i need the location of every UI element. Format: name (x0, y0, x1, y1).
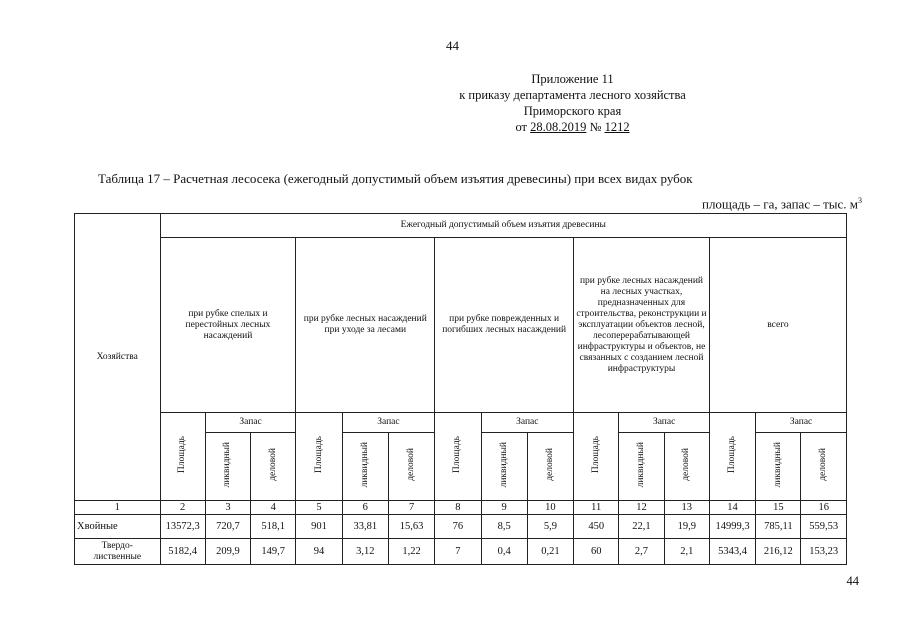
header-main: Ежегодный допустимый объем изъятия древесины (160, 214, 846, 238)
appendix-line1: Приложение 11 (531, 72, 614, 86)
col-number: 3 (205, 501, 250, 515)
table-cell: 450 (574, 515, 619, 539)
col-number: 11 (574, 501, 619, 515)
appendix-number-prefix: № (586, 120, 605, 134)
col-number: 12 (619, 501, 664, 515)
appendix-date-prefix: от (515, 120, 531, 134)
table-cell: 0,4 (481, 539, 527, 565)
table-cell: 76 (435, 515, 481, 539)
appendix-number: 1212 (604, 120, 630, 134)
col-number: 16 (801, 501, 847, 515)
table-cell: 15,63 (388, 515, 434, 539)
header-business-3: деловой (527, 433, 573, 501)
table-row (75, 515, 847, 539)
header-area-2: Площадь (296, 413, 342, 501)
appendix-date: 28.08.2019 (530, 120, 587, 134)
table-cell: 2,1 (664, 539, 709, 565)
header-area-4: Площадь (574, 413, 619, 501)
table-cell: 7 (435, 539, 481, 565)
header-group-damaged: при рубке поврежденных и погибших лесных насаждений (435, 238, 574, 413)
header-business-4: деловой (664, 433, 709, 501)
table-cell: 720,7 (205, 515, 250, 539)
col-number: 14 (709, 501, 755, 515)
appendix-line4 (420, 119, 725, 135)
header-liquid-5: ликвидный (756, 433, 801, 501)
table-cell: 8,5 (481, 515, 527, 539)
units-text: площадь – га, запас – тыс. м (701, 196, 858, 212)
header-business-2: деловой (388, 433, 434, 501)
table-cell: 5343,4 (709, 539, 755, 565)
page-number-top: 44 (446, 38, 459, 53)
row-name-hardwood: Твердо- лиственные (75, 539, 161, 565)
col-number: 7 (388, 501, 434, 515)
table-cell: 559,53 (801, 515, 847, 539)
header-group-care: при рубке лесных насаждений при уходе за лесами (296, 238, 435, 413)
appendix-block (420, 71, 725, 135)
header-group-construction: при рубке лесных насаждений на лесных участках, предназначенных для строительства, реконструкции и эксплуатации объектов лесной, лесоперерабатывающей инфраструктуры и объектов, не связанных с созданием лесной инфраструктуры (574, 238, 710, 413)
table-cell: 209,9 (205, 539, 250, 565)
header-business-1: деловой (251, 433, 296, 501)
header-liquid-3: ликвидный (481, 433, 527, 501)
col-number: 13 (664, 501, 709, 515)
header-group-mature: при рубке спелых и перестойных лесных насаждений (160, 238, 296, 413)
col-number: 4 (251, 501, 296, 515)
header-stock-3: Запас (481, 413, 574, 433)
header-liquid-2: ликвидный (342, 433, 388, 501)
table-cell: 216,12 (756, 539, 801, 565)
table-cell: 14999,3 (709, 515, 755, 539)
header-liquid-1: ликвидный (205, 433, 250, 501)
header-stock-4: Запас (619, 413, 710, 433)
col-number: 15 (756, 501, 801, 515)
appendix-line2: к приказу департамента лесного хозяйства (459, 88, 686, 102)
table-cell: 5,9 (527, 515, 573, 539)
table-cell: 2,7 (619, 539, 664, 565)
header-stock-5: Запас (756, 413, 847, 433)
header-stock-1: Запас (205, 413, 296, 433)
col-number: 5 (296, 501, 342, 515)
table-cell: 22,1 (619, 515, 664, 539)
header-business-5: деловой (801, 433, 847, 501)
table-cell: 0,21 (527, 539, 573, 565)
table-cell: 518,1 (251, 515, 296, 539)
page-number-bottom: 44 (846, 574, 859, 588)
table-cell: 19,9 (664, 515, 709, 539)
header-farm: Хозяйства (75, 214, 161, 501)
header-area-1: Площадь (160, 413, 205, 501)
table-row (75, 539, 847, 565)
row-name-coniferous: Хвойные (75, 515, 161, 539)
header-stock-2: Запас (342, 413, 435, 433)
units-note (702, 196, 862, 212)
table-cell: 153,23 (801, 539, 847, 565)
col-number: 2 (160, 501, 205, 515)
col-number: 8 (435, 501, 481, 515)
table-cell: 901 (296, 515, 342, 539)
table-cell: 94 (296, 539, 342, 565)
table-cell: 13572,3 (160, 515, 205, 539)
data-table (74, 213, 847, 565)
header-group-total: всего (709, 238, 846, 413)
col-number: 6 (342, 501, 388, 515)
col-number: 1 (75, 501, 161, 515)
appendix-line3: Приморского края (523, 104, 622, 118)
header-area-5: Площадь (709, 413, 755, 501)
table-cell: 33,81 (342, 515, 388, 539)
table-cell: 3,12 (342, 539, 388, 565)
table-caption: Таблица 17 – Расчетная лесосека (ежегодный допустимый объем изъятия древесины) при всех видах рубок (98, 171, 693, 186)
column-number-row (75, 501, 847, 515)
table-cell: 785,11 (756, 515, 801, 539)
table-cell: 1,22 (388, 539, 434, 565)
table-cell: 60 (574, 539, 619, 565)
table-cell: 5182,4 (160, 539, 205, 565)
col-number: 10 (527, 501, 573, 515)
header-area-3: Площадь (435, 413, 481, 501)
col-number: 9 (481, 501, 527, 515)
units-sup: 3 (858, 196, 862, 205)
header-liquid-4: ликвидный (619, 433, 664, 501)
table-cell: 149,7 (251, 539, 296, 565)
